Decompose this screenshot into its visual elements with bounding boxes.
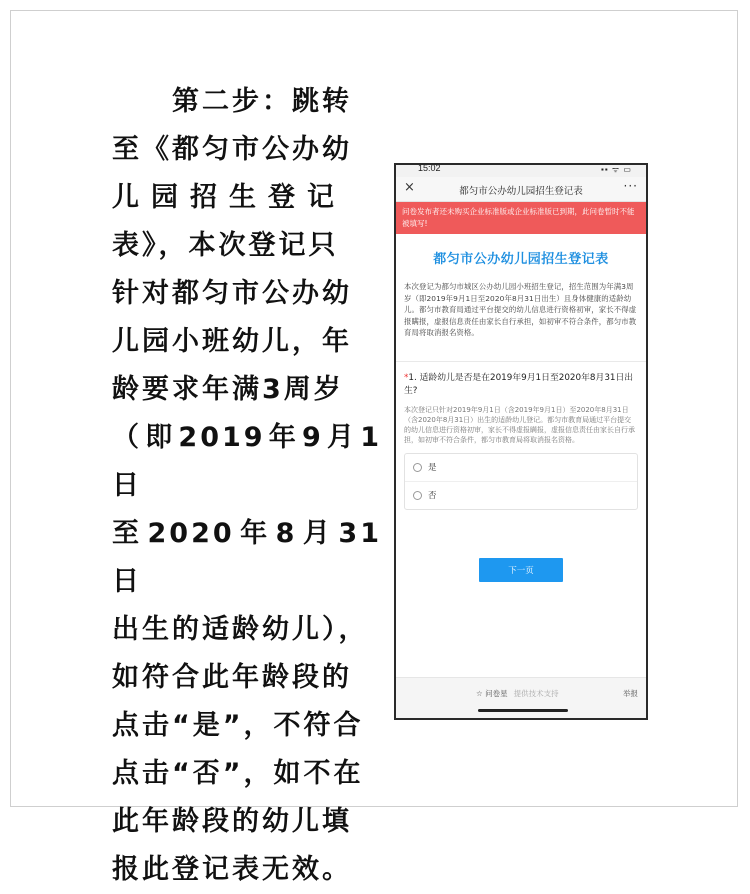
question-title — [404, 372, 638, 398]
instruction-line: 龄要求年满3周岁 — [112, 374, 344, 405]
option-no[interactable] — [405, 481, 637, 509]
instruction-text — [112, 78, 382, 894]
options-group — [404, 453, 638, 510]
instruction-line: 点击“是”，不符合 — [112, 710, 364, 741]
phone-screenshot — [394, 163, 648, 720]
instruction-line: 报此登记表无效。 — [112, 854, 352, 885]
form-title: 都匀市公办幼儿园招生登记表 — [433, 252, 609, 267]
radio-icon[interactable] — [413, 463, 422, 472]
required-mark: * — [404, 372, 409, 383]
status-time: 15:02 — [418, 163, 441, 173]
option-label: 是 — [428, 463, 437, 474]
instruction-line: 出生的适龄幼儿）， — [112, 614, 369, 645]
brand-name: ☆ 问卷星 — [476, 689, 508, 698]
radio-icon[interactable] — [413, 491, 422, 500]
instruction-line: 儿园招生登记 — [112, 182, 346, 213]
form-content — [396, 248, 646, 582]
instruction-line: 针对都匀市公办幼 — [112, 278, 352, 309]
instruction-line: 点击“否”，如不在 — [112, 758, 364, 789]
next-page-button[interactable]: 下一页 — [479, 558, 563, 582]
question-text: 1. 适龄幼儿是否是在2019年9月1日至2020年8月31日出生? — [404, 372, 634, 396]
instruction-line: 至2020年8月31日 — [112, 518, 382, 597]
instruction-line: 此年龄段的幼儿填 — [112, 806, 352, 837]
notice-banner: 问卷发布者还未购买企业标准版或企业标准版已到期，此问卷暂时不能被填写! — [396, 202, 646, 234]
question-description: 本次登记只针对2019年9月1日（含2019年9月1日）至2020年8月31日（含2020年8月31日）出生的适龄幼儿登记。都匀市教育局通过平台提交的幼儿信息进行资格初审，家长不得虚报瞒报，虚报信息责任由家长自行承担，如初审不符合条件，都匀市教育局将取消报名资格。 — [404, 405, 635, 444]
instruction-line: 至《都匀市公办幼 — [112, 134, 352, 165]
signal-wifi-battery-icon: ▪▪ ᯤ ▭ — [601, 165, 632, 174]
more-icon[interactable]: ··· — [623, 179, 638, 193]
instruction-line: 第二步：跳转 — [172, 86, 352, 117]
report-link[interactable]: 举报 — [623, 689, 638, 698]
option-label: 否 — [428, 491, 437, 502]
brand-label — [476, 688, 559, 699]
instruction-line: 表》，本次登记只 — [112, 230, 339, 261]
instruction-line: 儿园小班幼儿，年 — [112, 326, 352, 357]
home-indicator — [478, 709, 568, 712]
status-bar — [396, 165, 646, 177]
nav-title: 都匀市公办幼儿园招生登记表 — [459, 186, 583, 197]
instruction-line: 如符合此年龄段的 — [112, 662, 352, 693]
next-wrap — [404, 558, 638, 582]
divider — [396, 361, 646, 362]
option-yes[interactable] — [405, 454, 637, 481]
instruction-line: （即2019年9月1日 — [112, 422, 382, 501]
brand-sub: 提供技术支持 — [513, 689, 559, 698]
nav-bar — [396, 177, 646, 202]
close-icon[interactable]: × — [404, 180, 415, 195]
footer — [396, 677, 646, 718]
form-intro: 本次登记为都匀市城区公办幼儿园小班招生登记，招生范围为年满3周岁（即2019年9月1日至2020年8月31日出生）且身体健康的适龄幼儿。都匀市教育局通过平台提交的幼儿信息进行资格初审，家长不得虚报瞒报，虚报信息责任由家长自行承担，如初审不符合条件，都匀市教育局将取消报名资格。 — [404, 282, 637, 338]
